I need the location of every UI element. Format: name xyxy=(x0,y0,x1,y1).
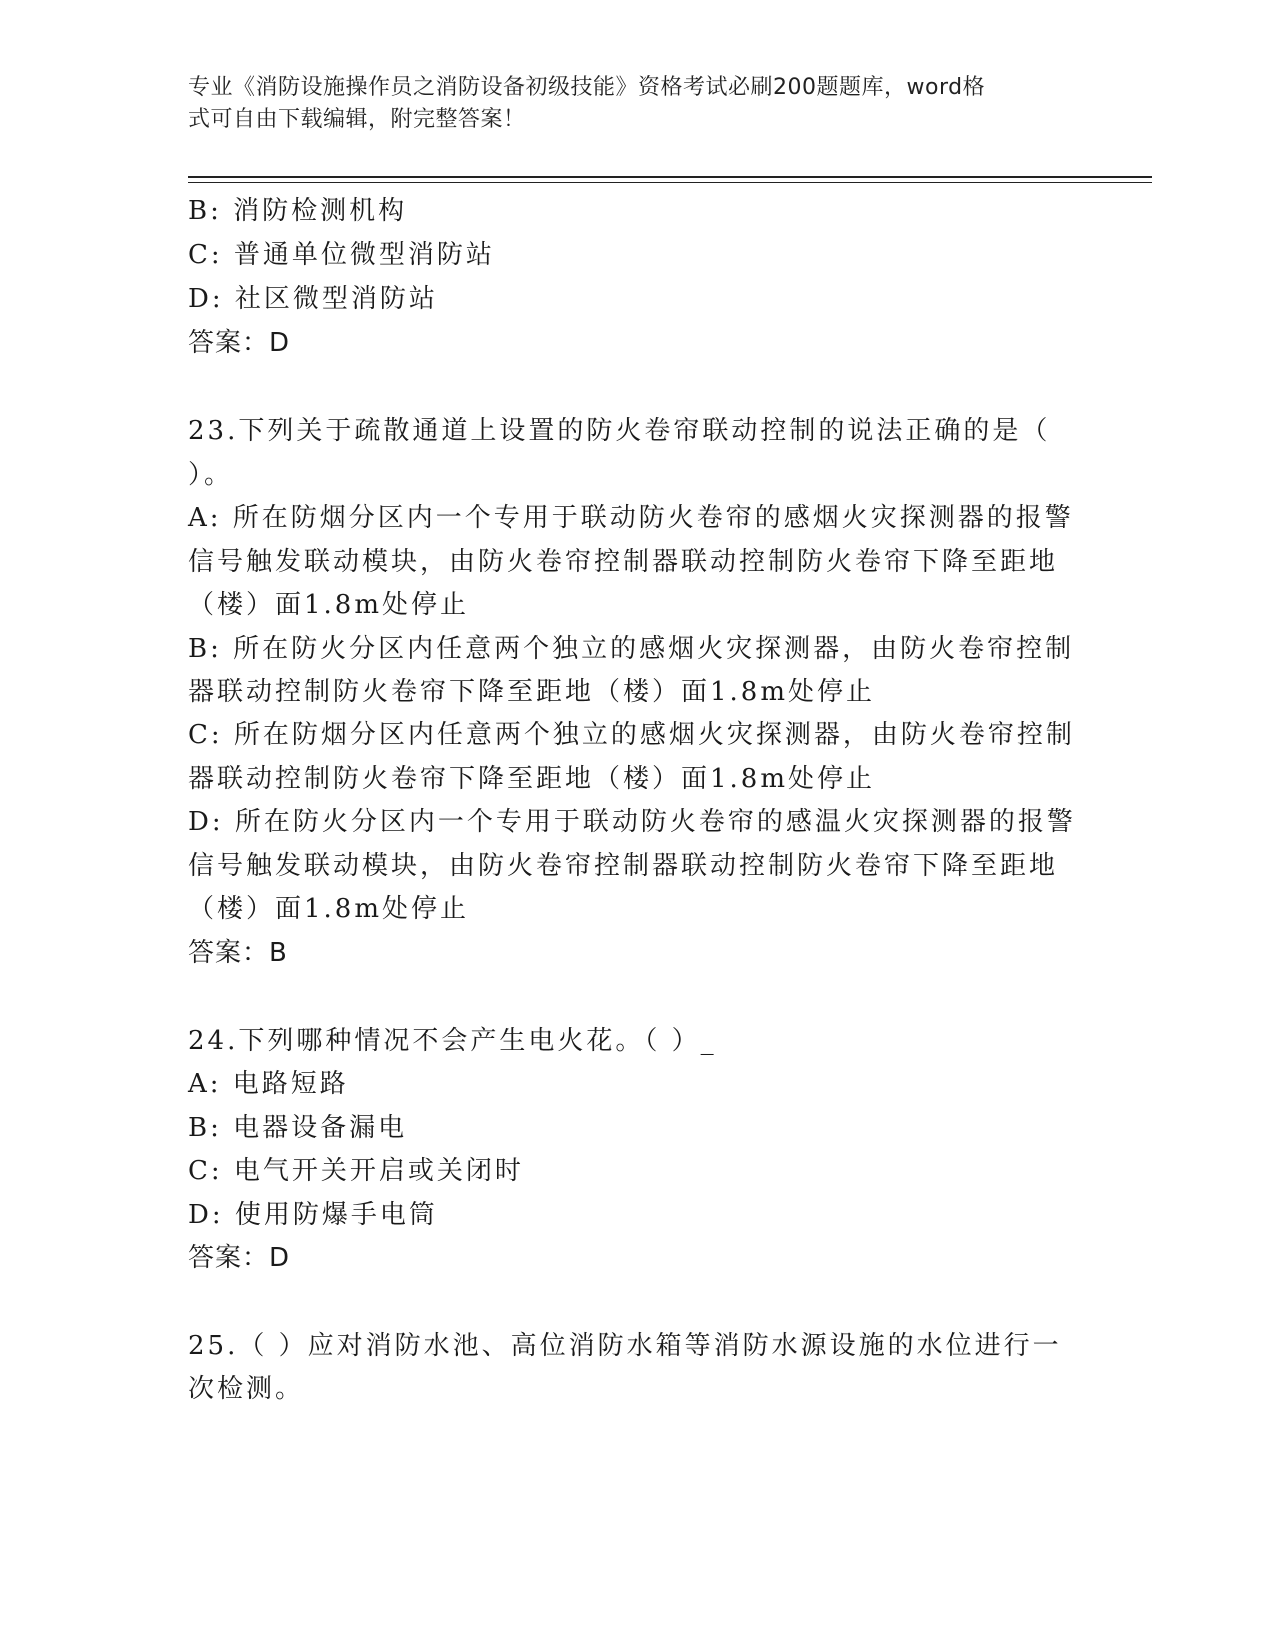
q22-option-c: C: 普通单位微型消防站 xyxy=(188,240,495,270)
q24-option-a: A: 电路短路 xyxy=(188,1069,349,1099)
q23-option-d-line-2: 信号触发联动模块，由防火卷帘控制器联动控制防火卷帘下降至距地 xyxy=(188,851,1059,881)
header-title-line-1: 专业《消防设施操作员之消防设备初级技能》资格考试必刷200题题库，word格 xyxy=(188,75,986,100)
q24-stem: 24.下列哪种情况不会产生电火花。（ ）_ xyxy=(188,1026,717,1056)
q24-answer: 答案：D xyxy=(188,1243,291,1273)
q23-stem-line-2: ）。 xyxy=(188,460,234,490)
q24-option-c: C: 电气开关开启或关闭时 xyxy=(188,1156,524,1186)
q23-option-c-line-1: C: 所在防烟分区内任意两个独立的感烟火灾探测器，由防火卷帘控制 xyxy=(188,720,1075,750)
q23-option-b-line-2: 器联动控制防火卷帘下降至距地（楼）面1.8m处停止 xyxy=(188,677,876,707)
q23-option-d-line-1: D: 所在防火分区内一个专用于联动防火卷帘的感温火灾探测器的报警 xyxy=(188,807,1076,837)
q23-option-a-line-3: （楼）面1.8m处停止 xyxy=(188,590,470,620)
header-divider-thick xyxy=(188,176,1152,178)
q25-stem-line-2: 次检测。 xyxy=(188,1374,305,1404)
q23-stem-line-1: 23.下列关于疏散通道上设置的防火卷帘联动控制的说法正确的是（ xyxy=(188,416,1051,446)
q22-option-b: B: 消防检测机构 xyxy=(188,196,408,226)
q22-answer: 答案：D xyxy=(188,328,291,358)
q23-option-c-line-2: 器联动控制防火卷帘下降至距地（楼）面1.8m处停止 xyxy=(188,764,876,794)
q23-option-b-line-1: B: 所在防火分区内任意两个独立的感烟火灾探测器，由防火卷帘控制 xyxy=(188,634,1075,664)
header-title-line-2: 式可自由下载编辑，附完整答案！ xyxy=(188,107,526,132)
header-divider-thin xyxy=(188,182,1152,183)
q22-option-d: D: 社区微型消防站 xyxy=(188,284,438,314)
q23-answer: 答案：B xyxy=(188,938,288,968)
q23-option-a-line-1: A: 所在防烟分区内一个专用于联动防火卷帘的感烟火灾探测器的报警 xyxy=(188,503,1074,533)
q25-stem-line-1: 25.（ ）应对消防水池、高位消防水箱等消防水源设施的水位进行一 xyxy=(188,1331,1062,1361)
document-header xyxy=(188,72,1068,136)
q24-option-b: B: 电器设备漏电 xyxy=(188,1113,408,1143)
q23-option-a-line-2: 信号触发联动模块，由防火卷帘控制器联动控制防火卷帘下降至距地 xyxy=(188,547,1059,577)
q23-option-d-line-3: （楼）面1.8m处停止 xyxy=(188,894,470,924)
q24-option-d: D: 使用防爆手电筒 xyxy=(188,1200,438,1230)
